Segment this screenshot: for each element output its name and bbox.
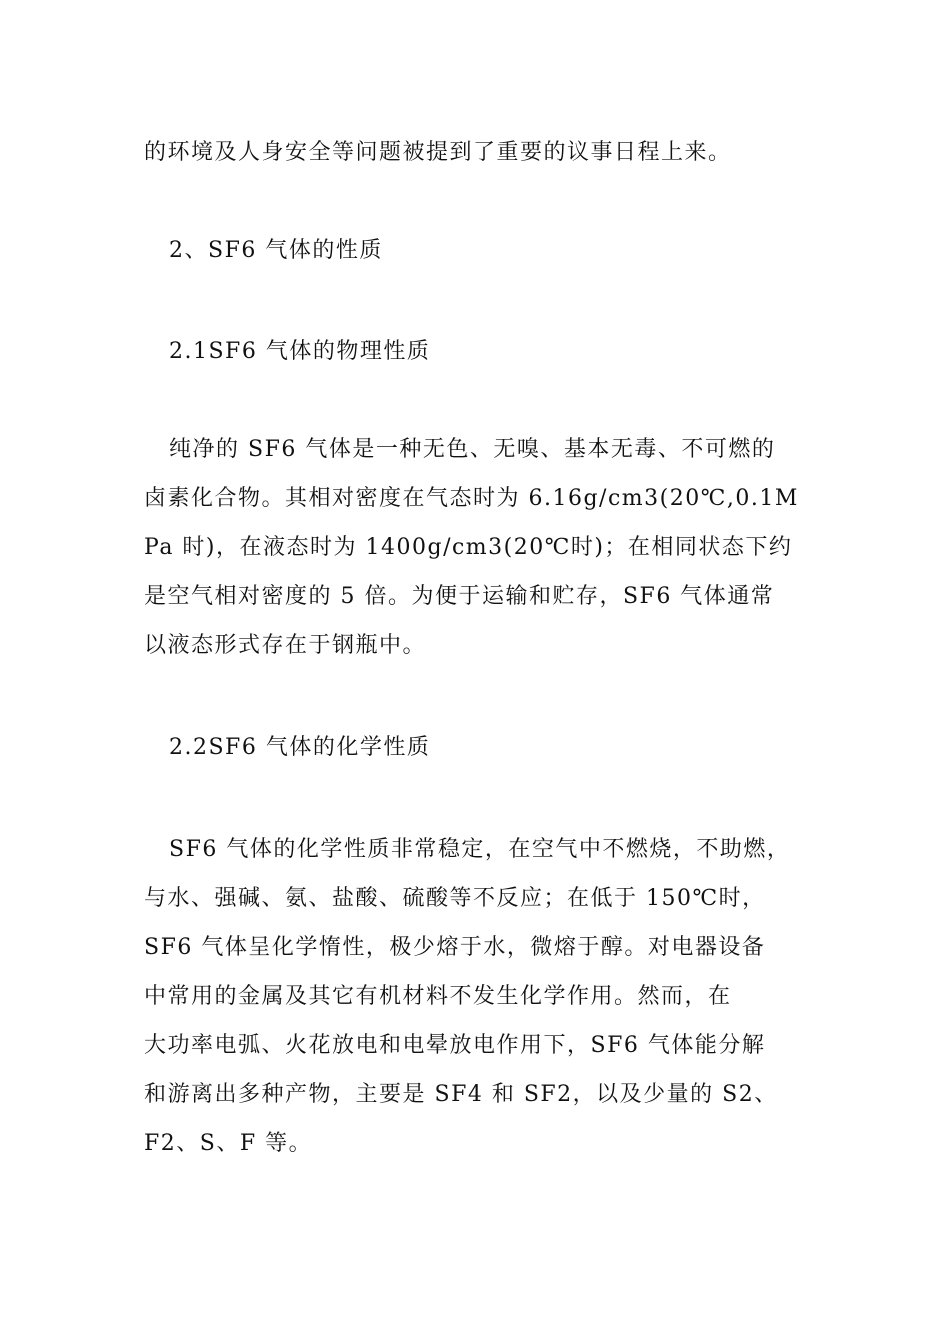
text-line: SF6 气体的化学性质非常稳定，在空气中不燃烧，不助燃， [169, 837, 791, 862]
text-line: 和游离出多种产物，主要是 SF4 和 SF2，以及少量的 S2、 [144, 1082, 778, 1107]
heading-section-2-2 [144, 723, 814, 772]
text-line: 以液态形式存在于钢瓶中。 [144, 633, 427, 658]
heading-section-2 [144, 226, 814, 275]
text-line: Pa 时)，在液态时为 1400g/cm3(20℃时)；在相同状态下约 [144, 535, 793, 560]
text-line: 的环境及人身安全等问题被提到了重要的议事日程上来。 [144, 140, 732, 165]
text-line: 中常用的金属及其它有机材料不发生化学作用。然而，在 [144, 984, 732, 1009]
heading-text: 2.2SF6 气体的化学性质 [169, 735, 431, 760]
text-line: 卤素化合物。其相对密度在气态时为 6.16g/cm3(20℃,0.1M [144, 486, 799, 511]
paragraph-intro-tail [144, 128, 814, 177]
paragraph-physical-properties [144, 425, 814, 670]
heading-text: 2.1SF6 气体的物理性质 [169, 339, 431, 364]
text-line: SF6 气体呈化学惰性，极少熔于水，微熔于醇。对电器设备 [144, 935, 766, 960]
heading-section-2-1 [144, 327, 814, 376]
text-line: 是空气相对密度的 5 倍。为便于运输和贮存，SF6 气体通常 [144, 584, 775, 609]
paragraph-chemical-properties [144, 825, 814, 1168]
heading-text: 2、SF6 气体的性质 [169, 238, 383, 263]
text-line: 与水、强碱、氨、盐酸、硫酸等不反应；在低于 150℃时， [144, 886, 766, 911]
text-line: F2、S、F 等。 [144, 1131, 313, 1156]
text-line: 纯净的 SF6 气体是一种无色、无嗅、基本无毒、不可燃的 [169, 437, 776, 462]
text-line: 大功率电弧、火花放电和电晕放电作用下，SF6 气体能分解 [144, 1033, 766, 1058]
